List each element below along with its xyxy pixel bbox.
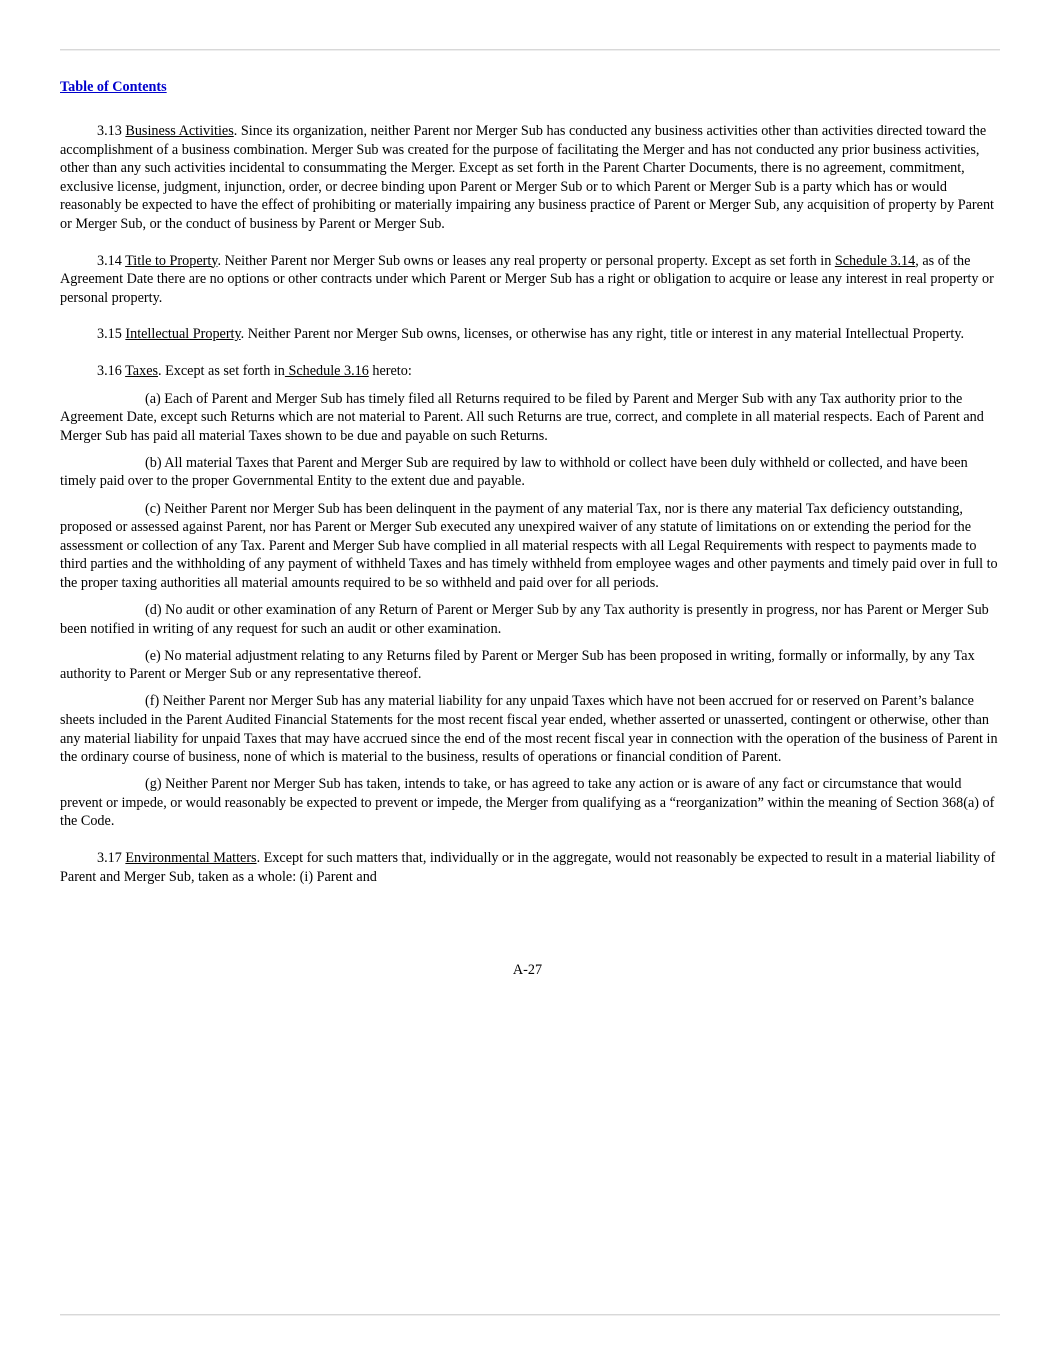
subsection-d: (d) No audit or other examination of any Return of Parent or Merger Sub by any Tax authority is presently in progress, nor has Parent or Merger Sub been notified in writing of any request for such an audit or other examination. <box>60 601 989 637</box>
section-text: . Except as set forth in <box>158 362 285 379</box>
bottom-divider <box>60 1314 1000 1316</box>
section-heading: Intellectual Property <box>125 326 241 343</box>
section-3-14 <box>60 252 1000 308</box>
table-of-contents-link[interactable]: Table of Contents <box>60 79 167 95</box>
section-text: . Neither Parent nor Merger Sub owns or leases any real property or personal property. Except as set forth in <box>217 252 835 269</box>
section-number: 3.17 <box>97 850 126 866</box>
section-heading: Taxes <box>125 362 159 379</box>
section-number: 3.13 <box>97 123 126 139</box>
subsection-e: (e) No material adjustment relating to any Returns filed by Parent or Merger Sub has been proposed in writing, formally or informally, by any Tax authority to Parent or Merger Sub or any representative thereof. <box>60 647 975 683</box>
subsection-b: (b) All material Taxes that Parent and Merger Sub are required by law to withhold or collect have been duly withheld or collected, and have been timely paid over to the proper Governmental Entity to the extent due and payable. <box>60 454 968 490</box>
section-3-13 <box>60 122 1000 234</box>
section-heading: Environmental Matters <box>125 850 257 866</box>
section-3-15 <box>60 325 1000 344</box>
section-number: 3.14 <box>97 252 126 269</box>
section-number: 3.16 <box>97 362 126 379</box>
subsection-c: (c) Neither Parent nor Merger Sub has been delinquent in the payment of any material Tax, nor is there any material Tax deficiency outstanding, proposed or assessed against Parent, nor has Parent or Merger Sub executed any unexpired waiver of any statute of limitations on or extending the period for the assessment or collection of any Tax. Parent and Merger Sub have complied in all material respects with all Legal Requirements with respect to payments made to third parties and the withholding of any payment of withheld Taxes and has timely withheld from employee wages and other payments and timely paid over in full to the proper taxing authorities all material amounts required to be so withheld and paid over for all periods. <box>60 500 998 591</box>
subsection-f: (f) Neither Parent nor Merger Sub has any material liability for any unpaid Taxes which have not been accrued for or reserved on Parent’s balance sheets included in the Parent Audited Financial Statements for the most recent fiscal year ended, whether asserted or unasserted, contingent or otherwise, other than any material liability for unpaid Taxes that may have accrued since the end of the most recent fiscal year in connection with the operation of the business of Parent in the ordinary course of business, none of which is material to the business, results of operations or financial condition of Parent. <box>60 693 998 766</box>
top-divider <box>60 49 1000 51</box>
section-3-17 <box>60 849 1000 886</box>
document-body <box>60 78 1000 904</box>
section-text: hereto: <box>368 362 412 379</box>
subsection-a: (a) Each of Parent and Merger Sub has timely filed all Returns required to be filed by Parent and Merger Sub with any Tax authority prior to the Agreement Date, except such Returns which are not material to Parent. All such Returns are true, correct, and complete in all material respects. Each of Parent and Merger Sub has paid all material Taxes shown to be due and payable on such Returns. <box>60 390 984 444</box>
page-number: A-27 <box>512 962 543 978</box>
schedule-reference: Schedule 3.14 <box>834 252 916 269</box>
section-number: 3.15 <box>97 326 126 343</box>
section-text: . Except for such matters that, individually or in the aggregate, would not reasonably be expected to result in a material liability of Parent and Merger Sub, taken as a whole: (i) Parent and <box>60 850 996 885</box>
section-3-16 <box>60 362 1000 381</box>
subsection-g: (g) Neither Parent nor Merger Sub has taken, intends to take, or has agreed to take any action or is aware of any fact or circumstance that would prevent or impede, or would reasonably be expected to prevent or impede, the Merger from qualifying as a “reorganization” within the meaning of Section 368(a) of the Code. <box>60 776 995 830</box>
section-text: , as of the Agreement Date there are no options or other contracts under which Parent or Merger Sub has a right or obligation to acquire or lease any interest in real property or personal property. <box>60 252 994 306</box>
section-text: . Since its organization, neither Parent nor Merger Sub has conducted any business activities other than activities directed toward the accomplishment of a business combination. Merger Sub was created for the purpose of facilitating the Merger and has not conducted any prior business activities, other than any such activities incidental to consummating the Merger. Except as set forth in the Parent Charter Documents, there is no agreement, commitment, exclusive license, judgment, injunction, order, or decree binding upon Parent or Merger Sub or to which Parent or Merger Sub is a party which has or would reasonably be expected to have the effect of prohibiting or materially impairing any business practice of Parent or Merger Sub, any acquisition of property by Parent or Merger Sub, or the conduct of business by Parent or Merger Sub. <box>60 123 994 232</box>
section-text: . Neither Parent nor Merger Sub owns, licenses, or otherwise has any right, title or interest in any material Intellectual Property. <box>240 326 965 343</box>
toc-header <box>60 78 1000 122</box>
section-heading: Title to Property <box>125 252 218 269</box>
section-heading: Business Activities <box>125 123 234 139</box>
schedule-reference: Schedule 3.16 <box>284 362 369 379</box>
